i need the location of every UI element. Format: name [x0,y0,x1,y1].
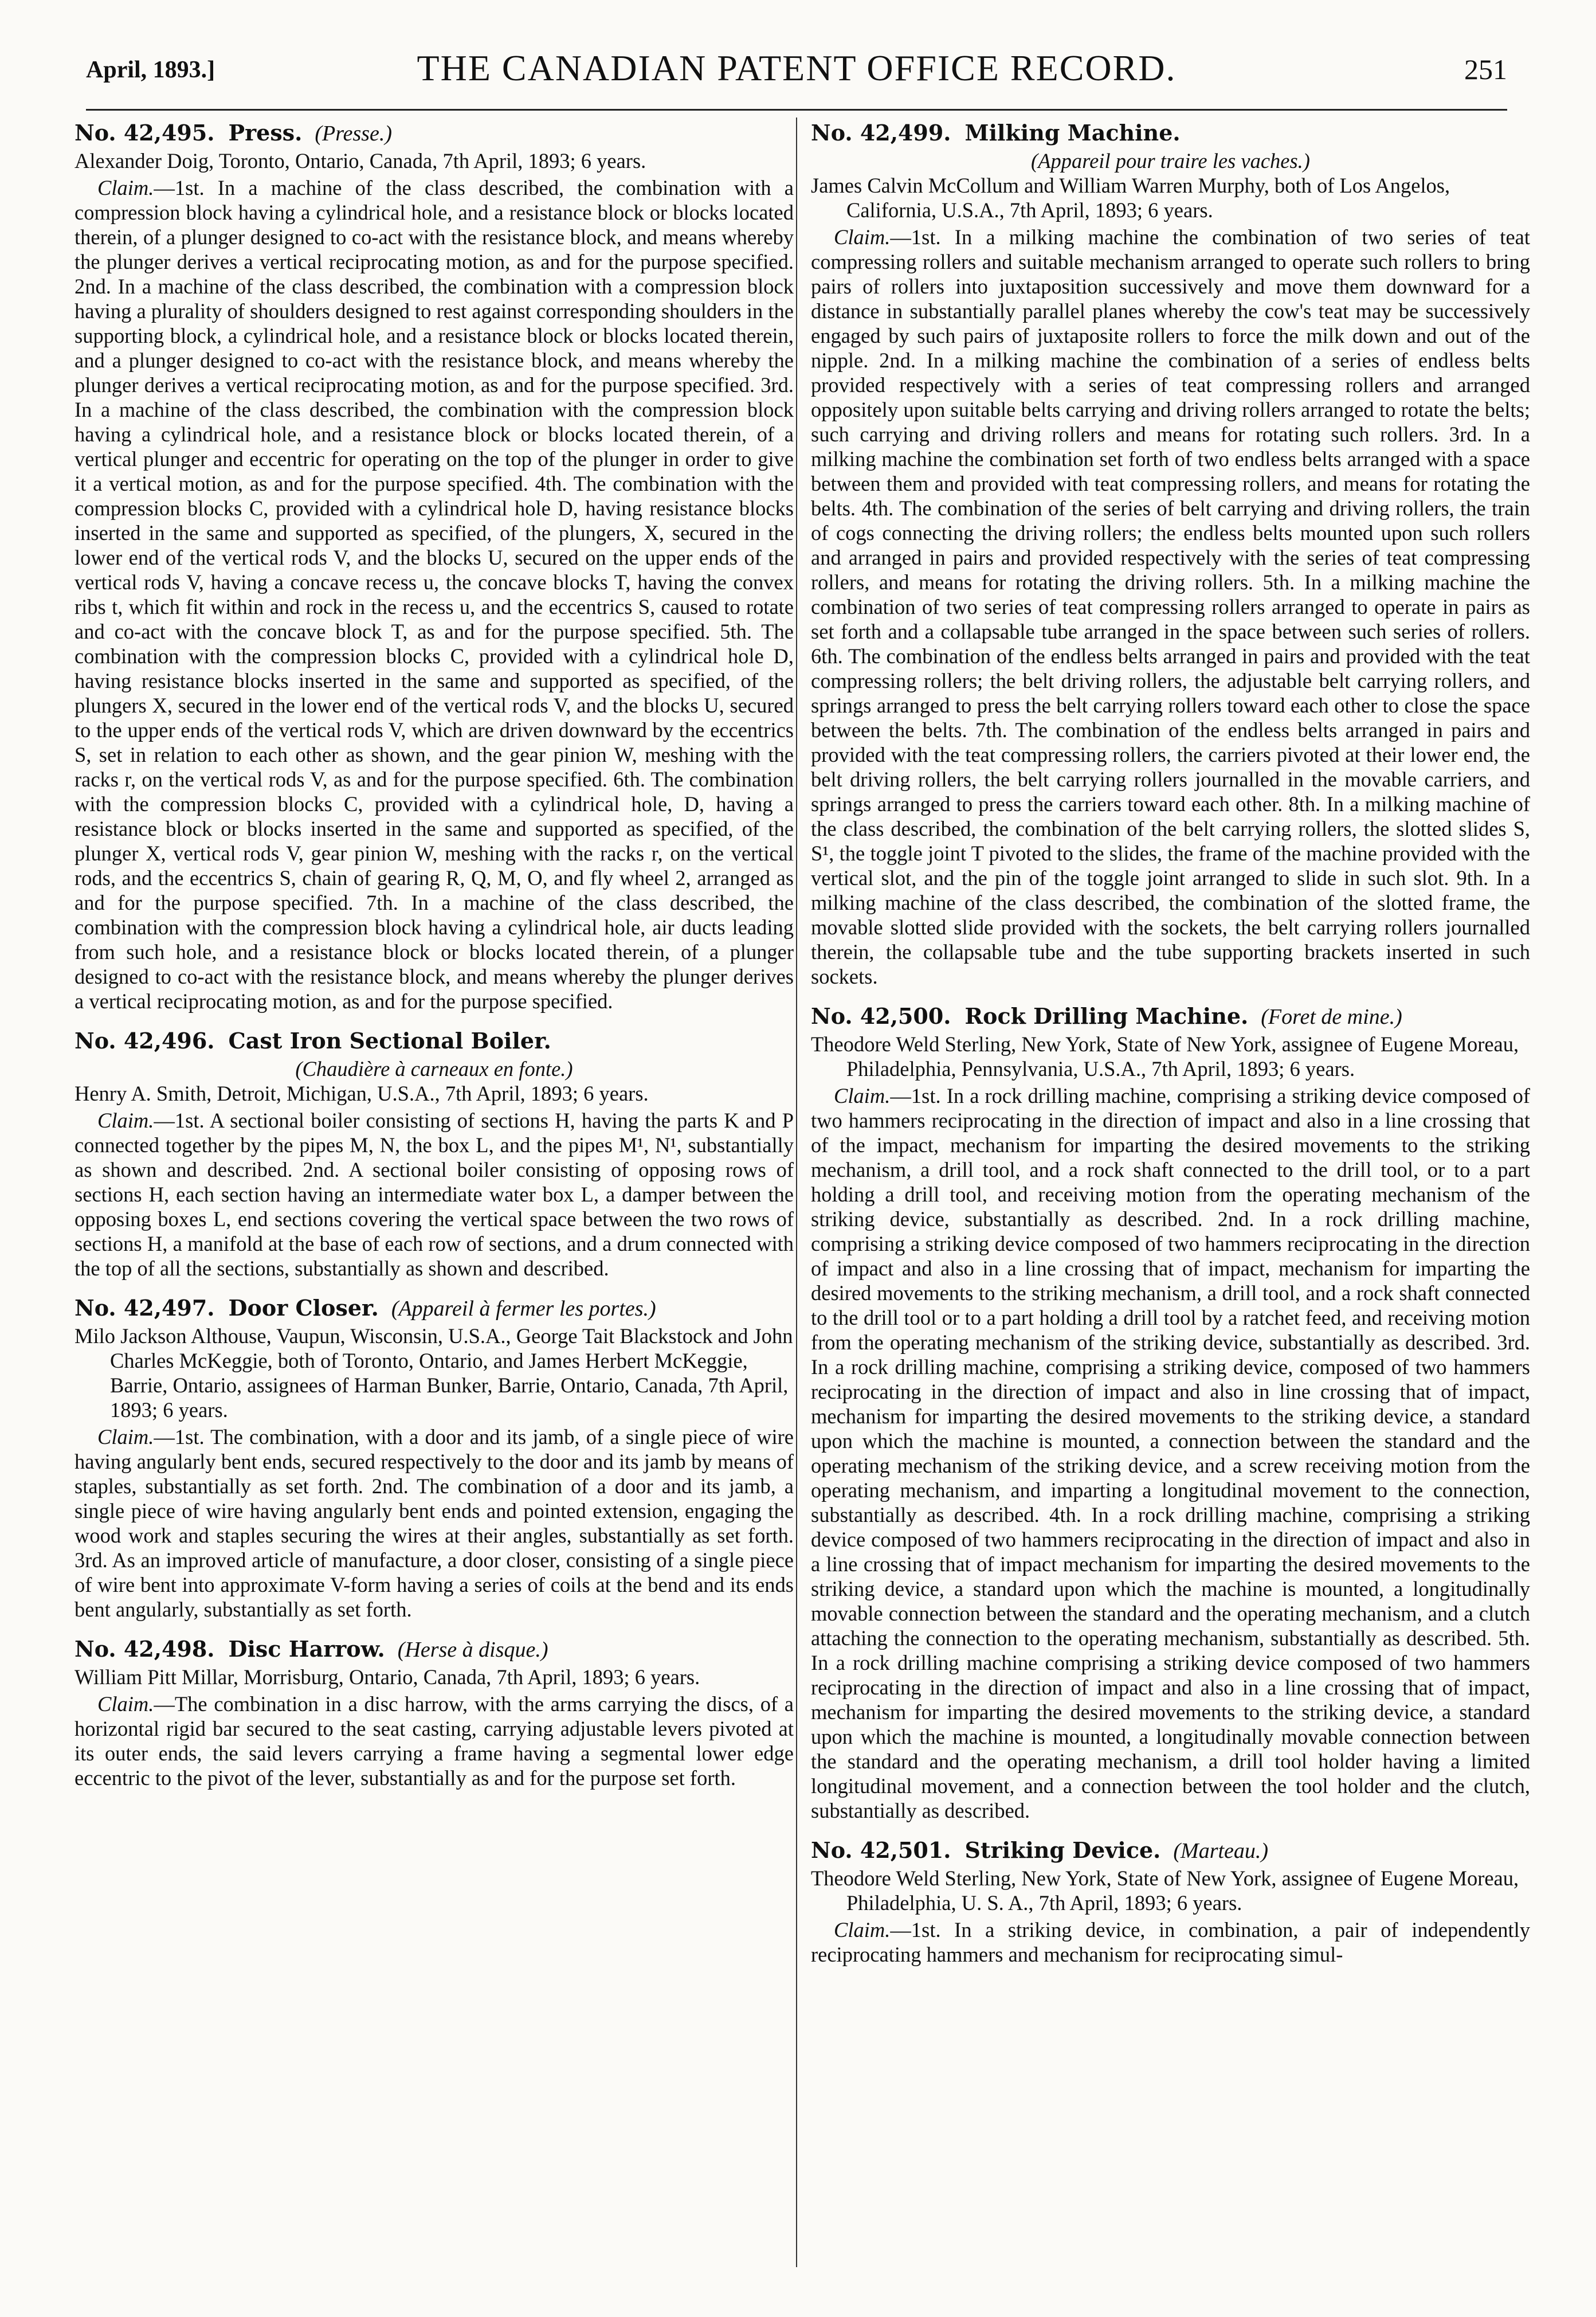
claim-text [74,175,794,1013]
claim-text [811,1083,1530,1823]
french-title: (Herse à disque.) [397,1638,548,1662]
entry-heading [811,1004,1530,1030]
header-rule [86,109,1507,111]
patent-entry-42499 [811,120,1530,989]
applicant-line: Alexander Doig, Toronto, Ontario, Canada, 7th April, 1893; 6 years. [74,149,646,173]
claim-label: Claim. [97,1692,154,1716]
french-title: (Appareil à fermer les portes.) [391,1297,656,1321]
column-divider [796,118,797,2267]
patent-title: Milking Machine. [964,120,1181,146]
patent-title: Cast Iron Sectional Boiler. [228,1028,551,1054]
patent-number: No. 42,498. [74,1636,215,1662]
patent-number: No. 42,495. [74,120,215,146]
left-column [74,120,794,1805]
patent-number: No. 42,496. [74,1028,215,1054]
issue-date: April, 1893.] [86,57,215,83]
patent-title: Striking Device. [964,1837,1161,1863]
claim-body: —1st. In a striking device, in combination, a pair of independently reciprocating hammers and mechanism for reciprocating simul- [811,1918,1530,1966]
publication-title: THE CANADIAN PATENT OFFICE RECORD. [417,48,1177,88]
applicant-line: Henry A. Smith, Detroit, Michigan, U.S.A., 7th April, 1893; 6 years. [74,1082,649,1105]
patent-entry-42500 [811,1004,1530,1823]
patent-number: No. 42,500. [811,1003,951,1029]
claim-label: Claim. [834,225,891,249]
entry-heading [811,120,1530,146]
claim-label: Claim. [97,176,154,199]
claim-body: —The combination in a disc harrow, with the arms carrying the discs, of a horizontal rigid bar secured to the seat casting, carrying adjustable levers pivoted at its outer ends, the said levers carrying a frame having a segmental lower edge eccentric to the pivot of the lever, substantially as and for the purpose set forth. [74,1692,794,1790]
claim-body: —1st. The combination, with a door and its jamb, of a single piece of wire having angularly bent ends, secured respectively to the door and its jamb by means of staples, substantially as set forth. 2nd. The combination of a door and its jamb, a single piece of wire having angularly bent ends and pointed extension, engaging the wood work and staples securing the wires at their angles, substantially as set forth. 3rd. As an improved article of manufacture, a door closer, consisting of a single piece of wire bent into approximate V-form having a series of coils at the bend and its ends bent angularly, substantially as set forth. [74,1425,794,1621]
applicant-line: Milo Jackson Althouse, Vaupun, Wisconsin, U.S.A., George Tait Blackstock and John Charles McKeggie, both of Toronto, Ontario, and James Herbert McKeggie, Barrie, Ontario, assignees of Harman Bunker, Barrie, Ontario, Canada, 7th April, 1893; 6 years. [74,1324,793,1422]
entry-heading [74,1637,794,1662]
french-title: (Presse.) [315,122,393,146]
right-column [811,120,1530,1982]
french-title: (Chaudière à carneaux en fonte.) [295,1057,573,1081]
patent-title: Disc Harrow. [228,1636,385,1662]
french-title: (Marteau.) [1173,1839,1269,1863]
claim-text [74,1692,794,1790]
patent-title: Door Closer. [228,1295,379,1321]
entry-heading [74,1028,794,1054]
claim-text [74,1424,794,1622]
claim-body: —1st. A sectional boiler consisting of sections H, having the parts K and P connected together by the pipes M, N, the box L, and the pipes M¹, N¹, substantially as shown and described. 2nd. A sectional boiler consisting of opposing rows of sections H, each section having an intermediate water box L, a damper between the opposing boxes L, end sections covering the vertical space between the two rows of sections H, a manifold at the base of each row of sections, and a drum connected with the top of all the sections, substantially as shown and described. [74,1109,794,1280]
patent-entry-42496 [74,1028,794,1281]
applicant-line: Theodore Weld Sterling, New York, State of New York, assignee of Eugene Moreau, Philadelphia, Pennsylvania, U.S.A., 7th April, 1893; 6 years. [811,1032,1519,1081]
french-title: (Appareil pour traire les vaches.) [1031,149,1310,173]
claim-label: Claim. [834,1918,891,1942]
page-header [86,45,1507,96]
patent-number: No. 42,497. [74,1295,215,1321]
patent-entry-42501 [811,1838,1530,1967]
entry-heading [811,1838,1530,1864]
patent-entry-42498 [74,1637,794,1790]
page-number: 251 [1464,53,1507,85]
patent-number: No. 42,501. [811,1837,951,1863]
claim-label: Claim. [834,1084,891,1107]
claim-text [811,1917,1530,1967]
claim-text [74,1108,794,1281]
patent-title: Press. [228,120,303,146]
entry-heading [74,120,794,146]
french-title: (Foret de mine.) [1261,1005,1402,1029]
claim-body: —1st. In a machine of the class described, the combination with a compression block having a cylindrical hole, and a resistance block or blocks located therein, of a plunger designed to co-act with the resistance block, and means whereby the plunger derives a vertical reciprocating motion, as and for the purpose specified. 2nd. In a machine of the class described, the combination with a compression block having a plurality of shoulders designed to rest against corresponding shoulders in the supporting block, a cylindrical hole, and a resistance block or blocks located therein, and a plunger designed to co-act with the resistance block, and means whereby the plunger derives a vertical reciprocating motion, as and for the purpose specified. 3rd. In a machine of the class described, the combination with the compression block having a cylindrical hole, and a resistance block or blocks located therein, of a vertical plunger and eccentric for operating on the top of the plunger in order to give it a vertical motion, as and for the purpose specified. 4th. The combination with the compression blocks C, provided with a cylindrical hole D, having resistance blocks inserted in the same and supported as specified, of the plungers, X, secured in the lower end of the vertical rods V, and the blocks U, secured on the upper ends of the vertical rods V, having a concave recess u, the concave blocks T, having the convex ribs t, which fit within and rock in the recess u, and the eccentrics S, caused to rotate and co-act with the concave block T, as and for the purpose specified. 5th. The combination with the compression blocks C, provided with a cylindrical hole D, having resistance blocks inserted in the same and supported as specified, of the plungers X, secured in the lower end of the vertical rods V, and the blocks U, secured to the upper ends of the vertical rods V, which are driven downward by the eccentrics S, set in relation to each other as shown, and the gear pinion W, meshing with the racks r, on the vertical rods V, as and for the purpose specified. 6th. The combination with the compression blocks C, provided with a cylindrical hole, D, having a resistance block or blocks inserted in the same and supported as specified, of the plunger X, vertical rods V, gear pinion W, meshing with the racks r, on the vertical rods, and the eccentrics S, chain of gearing R, Q, M, O, and fly wheel 2, arranged as and for the purpose specified. 7th. In a machine of the class described, the combination with the compression block having a cylindrical hole, air ducts leading from such hole, and a resistance block or blocks located therein, of a plunger designed to co-act with the resistance block, and means whereby the plunger derives a vertical reciprocating motion, as and for the purpose specified. [74,176,794,1013]
patent-title: Rock Drilling Machine. [964,1003,1249,1029]
entry-heading [74,1296,794,1321]
claim-text [811,225,1530,989]
claim-label: Claim. [97,1109,154,1132]
claim-body: —1st. In a milking machine the combination of two series of teat compressing rollers and suitable mechanism arranged to operate such rollers to bring pairs of rollers into juxtaposition successively and move them downward for a distance in substantially parallel planes whereby the cow's teat may be successively engaged by such pairs of juxtaposite rollers to force the milk down and out of the nipple. 2nd. In a milking machine the combination of a series of endless belts provided respectively with a series of teat compressing rollers and arranged oppositely upon suitable belts carrying and driving rollers arranged to rotate the belts; such carrying and driving rollers and means for rotating such rollers. 3rd. In a milking machine the combination set forth of two endless belts arranged with a space between them and provided with teat compressing rollers, and means for rotating the belts. 4th. The combination of the series of belt carrying and driving rollers, the train of cogs connecting the driving rollers; the endless belts mounted upon such rollers and arranged in pairs and provided respectively with the series of teat compressing rollers, and means for rotating the driving rollers. 5th. In a milking machine the combination of two series of teat compressing rollers arranged to operate in pairs as set forth and a collapsable tube arranged in the space between such series of rollers. 6th. The combination of the endless belts arranged in pairs and provided with the teat compressing rollers; the belt driving rollers, the adjustable belt carrying rollers, and springs arranged to press the belt carrying rollers toward each other to close the space between the belts. 7th. The combination of the endless belts arranged in pairs and provided with the teat compressing rollers, the carriers pivoted at their lower end, the belt driving rollers, the belt carrying rollers journalled in the movable carriers, and springs arranged to press the carriers toward each other. 8th. In a milking machine of the class described, the combination of the belt carrying rollers, the slotted slides S, S¹, the toggle joint T pivoted to the slides, the frame of the machine provided with the vertical slot, and the pin of the toggle joint arranged to slide in such slot. 9th. In a milking machine of the class described, the combination of the slotted frame, the movable slotted slide provided with the sockets, the belt carrying rollers journalled therein, the collapsable tube and the tube supporting brackets inserted in such sockets. [811,225,1530,988]
applicant-line: James Calvin McCollum and William Warren Murphy, both of Los Angelos, California, U.S.A., 7th April, 1893; 6 years. [811,174,1450,222]
patent-entry-42495 [74,120,794,1013]
applicant-line: William Pitt Millar, Morrisburg, Ontario, Canada, 7th April, 1893; 6 years. [74,1665,700,1689]
patent-number: No. 42,499. [811,120,951,146]
applicant-line: Theodore Weld Sterling, New York, State of New York, assignee of Eugene Moreau, Philadelphia, U. S. A., 7th April, 1893; 6 years. [811,1866,1519,1915]
claim-label: Claim. [97,1425,154,1449]
claim-body: —1st. In a rock drilling machine, comprising a striking device composed of two hammers reciprocating in the direction of impact and also in a line crossing that of the impact, mechanism for imparting the desired movements to the striking mechanism, a drill tool, and a rock shaft connected to the drill tool, or to a part holding a drill tool, and receiving motion from the operating mechanism of the striking device, substantially as described. 2nd. In a rock drilling machine, comprising a striking device composed of two hammers reciprocating in the direction of impact and also in a line crossing that of impact, mechanism for imparting the desired movements to the striking mechanism, a drill tool, and a rock shaft connected to the drill tool or to a part holding a drill tool by a ratchet feed, and receiving motion from the operating mechanism of the striking device, substantially as described. 3rd. In a rock drilling machine, comprising a striking device, composed of two hammers reciprocating in the direction of impact and also in line crossing that of impact, mechanism for imparting the desired movements to the striking device, a standard upon which the machine is mounted, a connection between the standard and the operating mechanism of the striking device, and a screw receiving motion from the operating mechanism, and imparting a longitudinal movement to the connection, substantially as described. 4th. In a rock drilling machine, comprising a striking device composed of two hammers reciprocating in the direction of impact and also in a line crossing that of impact mechanism for imparting the desired movements to the striking device, a standard upon which the machine is mounted, a longitudinally movable connection between the standard and the operating mechanism, and a clutch attaching the connection to the operating mechanism, substantially as described. 5th. In a rock drilling machine comprising a striking device composed of two hammers reciprocating in the direction of impact and also in a line crossing that of impact, mechanism for imparting the desired movements to the striking device, a standard upon which the machine is mounted, a longitudinally movable connection between the standard and the operating mechanism, a drill tool holder having a limited longitudinal movement, and a connection between the tool holder and the clutch, substantially as described. [811,1084,1530,1822]
patent-entry-42497 [74,1296,794,1622]
